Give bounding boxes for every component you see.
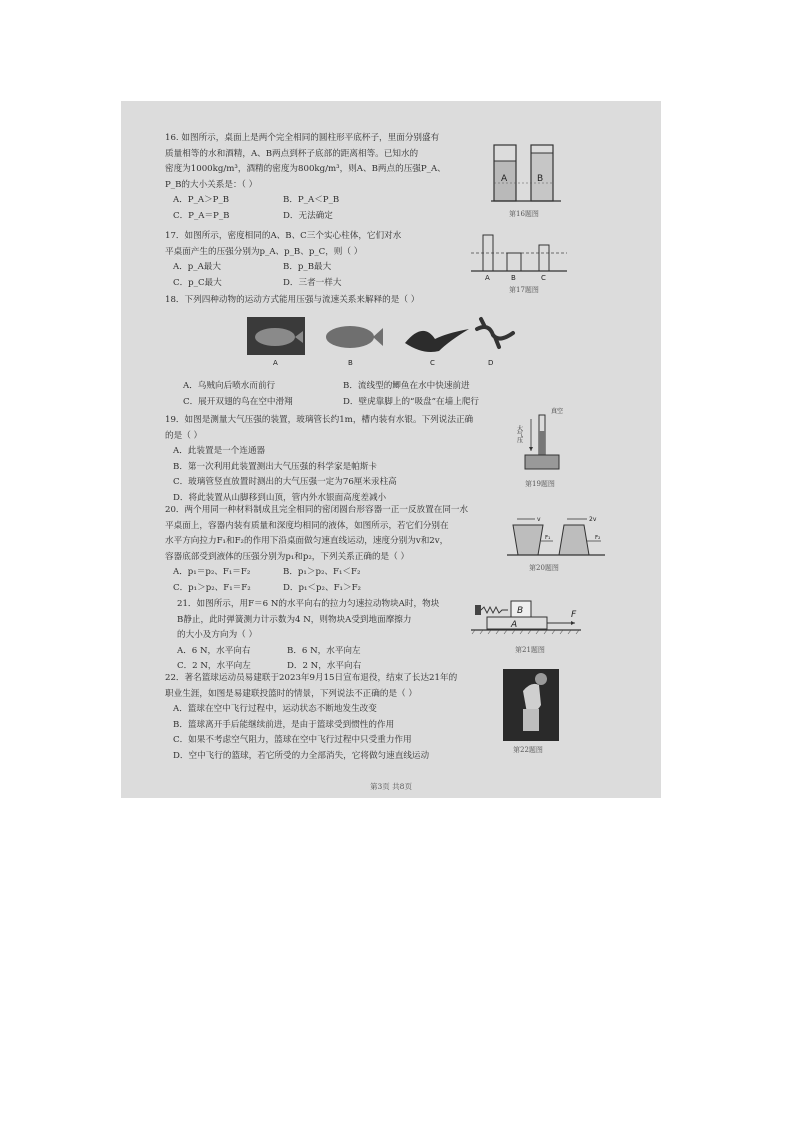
q17-option-b: B．p_B最大 (283, 262, 332, 272)
q21-figure (471, 599, 583, 641)
q21-option-a: A．6 N，水平向右 (177, 645, 251, 656)
q20-label-f2: F₂ (595, 535, 601, 541)
q17-option-c: C．p_C最大 (173, 277, 222, 288)
q21-label-a: A (511, 620, 518, 630)
question-18 (165, 293, 419, 309)
q20-caption: 第20题图 (529, 564, 559, 572)
q16-label-b: B (537, 174, 544, 184)
q18-label-a: A (273, 359, 278, 367)
q18-label-b: B (348, 359, 353, 367)
q20-option-c: C．p₁＞p₂、F₁＝F₂ (173, 582, 251, 593)
q20-option-d: D．p₁＜p₂、F₁＞F₂ (283, 582, 361, 593)
q22-option-a: A．篮球在空中飞行过程中，运动状态不断地发生改变 (173, 704, 377, 714)
q19-line-1: 19．如图是测量大气压强的装置，玻璃管长约1m，槽内装有水银。下列说法正确 (165, 415, 474, 425)
q17-label-c: C (541, 274, 546, 282)
q17-option-d: D．三者一样大 (283, 277, 342, 288)
q21-caption: 第21题图 (515, 646, 545, 654)
q19-label-vacuum: 真空 (551, 408, 564, 415)
question-20 (165, 503, 468, 596)
q18-line: 18．下列四种动物的运动方式能用压强与流速关系来解释的是（ ） (165, 295, 420, 305)
q17-line-1: 17．如图所示，密度相同的A、B、C三个实心柱体，它们对水 (165, 231, 402, 241)
q20-option-b: B．p₁＞p₂、F₁＜F₂ (283, 567, 361, 577)
q17-label-b: B (511, 274, 516, 282)
q19-option-c: C．玻璃管竖直放置时测出的大气压强一定为76厘米汞柱高 (173, 477, 397, 487)
q18-options (183, 379, 503, 410)
q22-option-c: C．如果不考虑空气阻力，篮球在空中飞行过程中只受重力作用 (173, 735, 412, 745)
q18-option-a: A．乌贼向后喷水而前行 (183, 381, 276, 391)
q19-label-pressure: 大气压 (515, 425, 523, 443)
q16-option-d: D．无法确定 (283, 210, 333, 221)
q19-figure (517, 405, 577, 475)
q20-option-a: A．p₁＝p₂、F₁＝F₂ (173, 567, 251, 577)
question-19 (165, 413, 473, 506)
q21-label-f: F (571, 610, 577, 620)
q18-label-d: D (488, 359, 494, 367)
q16-caption: 第16题图 (509, 210, 539, 218)
q16-option-b: B．P_A＜P_B (283, 195, 340, 205)
q20-line-4: 容器底部受到液体的压强分别为p₁和p₂，下列关系正确的是（ ） (165, 551, 410, 562)
q18-option-b: B．流线型的鲫鱼在水中快速前进 (343, 381, 470, 391)
q18-option-c: C．展开双翅的鸟在空中滑翔 (183, 396, 293, 407)
q17-label-a: A (485, 274, 490, 282)
q20-line-3: 水平方向拉力F₁和F₂的作用下沿桌面做匀速直线运动，速度分别为v和2v， (165, 536, 449, 546)
question-16 (165, 131, 446, 224)
scanned-page (121, 101, 661, 798)
question-21 (177, 597, 439, 675)
q20-figure (507, 513, 607, 559)
q22-option-b: B．篮球离开手后能继续前进，是由于篮球受到惯性的作用 (173, 719, 395, 730)
q22-line-2: 职业生涯，如图是易建联投篮时的情景，下列说法不正确的是（ ） (165, 688, 417, 699)
q19-line-2: 的是（ ） (165, 430, 203, 441)
q16-option-a: A．P_A＞P_B (173, 195, 230, 205)
q16-line-1: 16. 如图所示，桌面上是两个完全相同的圆柱形平底杯子，里面分别盛有 (165, 133, 440, 143)
q21-option-c: C．2 N，水平向左 (177, 661, 251, 671)
q16-line-4: P_B的大小关系是：（ ） (165, 179, 258, 190)
q19-option-a: A．此装置是一个连通器 (173, 446, 266, 456)
q21-line-2: B静止，此时弹簧测力计示数为4 N，则物块A受到地面摩擦力 (177, 614, 412, 625)
page-footer: 第3页 共8页 (370, 782, 412, 791)
q21-line-3: 的大小及方向为（ ） (177, 630, 258, 640)
q19-option-b: B．第一次利用此装置测出大气压强的科学家是帕斯卡 (173, 461, 377, 472)
q19-caption: 第19题图 (525, 480, 555, 488)
q18-label-c: C (430, 359, 435, 367)
q21-option-b: B．6 N，水平向左 (287, 645, 361, 656)
q18-animals-figure (245, 315, 515, 367)
q21-label-b: B (517, 606, 524, 616)
q20-label-f1: F₁ (545, 535, 551, 541)
q20-line-2: 平桌面上，容器内装有质量和深度均相同的液体，如图所示，若它们分别在 (165, 520, 449, 531)
q22-line-1: 22．著名篮球运动员易建联于2023年9月15日宣布退役，结束了长达21年的 (165, 673, 458, 683)
question-17 (165, 229, 401, 291)
q18-option-d: D．壁虎靠脚上的“吸盘”在墙上爬行 (343, 396, 479, 407)
question-22 (165, 671, 457, 764)
q16-figure (491, 143, 566, 205)
q17-option-a: A．p_A最大 (173, 262, 221, 272)
q21-option-d: D．2 N，水平向右 (287, 661, 362, 671)
q16-line-3: 密度为1000kg/m³，酒精的密度为800kg/m³，则A、B两点的压强P_A、 (165, 164, 446, 174)
q19-option-d: D．将此装置从山脚移到山顶，管内外水银面高度差减小 (173, 492, 387, 503)
q16-option-c: C．P_A＝P_B (173, 210, 230, 221)
q21-line-1: 21．如图所示，用F＝6 N的水平向右的拉力匀速拉动物块A时，物块 (177, 599, 440, 609)
q17-figure (469, 231, 569, 281)
q22-option-d: D．空中飞行的篮球，若它所受的力全部消失，它将做匀速直线运动 (173, 750, 430, 761)
q16-label-a: A (501, 174, 508, 184)
q20-label-2v: 2v (589, 516, 597, 523)
q20-label-v: v (537, 516, 541, 523)
q20-line-1: 20．两个用同一种材料制成且完全相同的密闭圆台形容器一正一反放置在同一水 (165, 505, 469, 515)
q17-line-2: 平桌面产生的压强分别为p_A、p_B、p_C，则（ ） (165, 246, 363, 257)
q22-photo (503, 669, 559, 741)
q16-line-2: 质量相等的水和酒精，A、B两点到杯子底部的距离相等。已知水的 (165, 148, 419, 159)
q17-caption: 第17题图 (509, 286, 539, 294)
q22-caption: 第22题图 (513, 746, 543, 754)
